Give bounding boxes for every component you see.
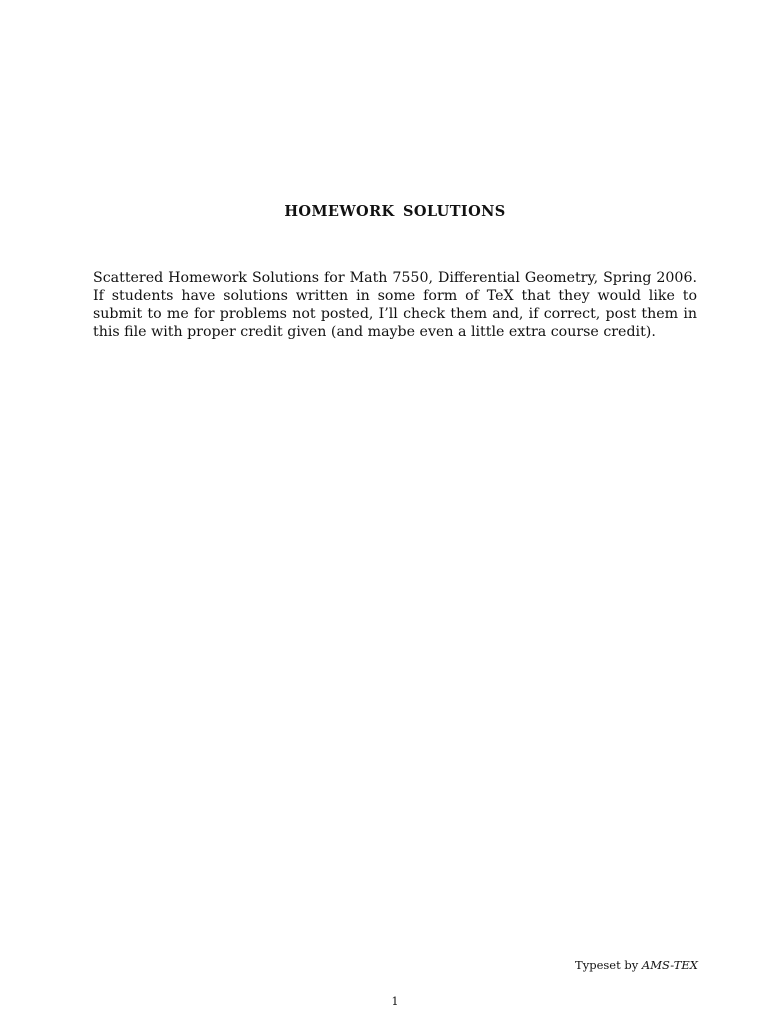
page-number: 1 (391, 995, 399, 1008)
page-title: HOMEWORK SOLUTIONS (284, 203, 506, 220)
typeset-system: AMS-TEX (641, 958, 698, 972)
typeset-credit (575, 958, 698, 972)
intro-paragraph: Scattered Homework Solutions for Math 7550, Differential Geometry, Spring 2006. If students have solutions written in some form of TeX that they would like to submit to me for problems not posted, I’ll check them and, if correct, post them in this file with proper credit given (and maybe even a little extra course credit). (93, 270, 697, 341)
typeset-prefix: Typeset by (575, 958, 639, 972)
